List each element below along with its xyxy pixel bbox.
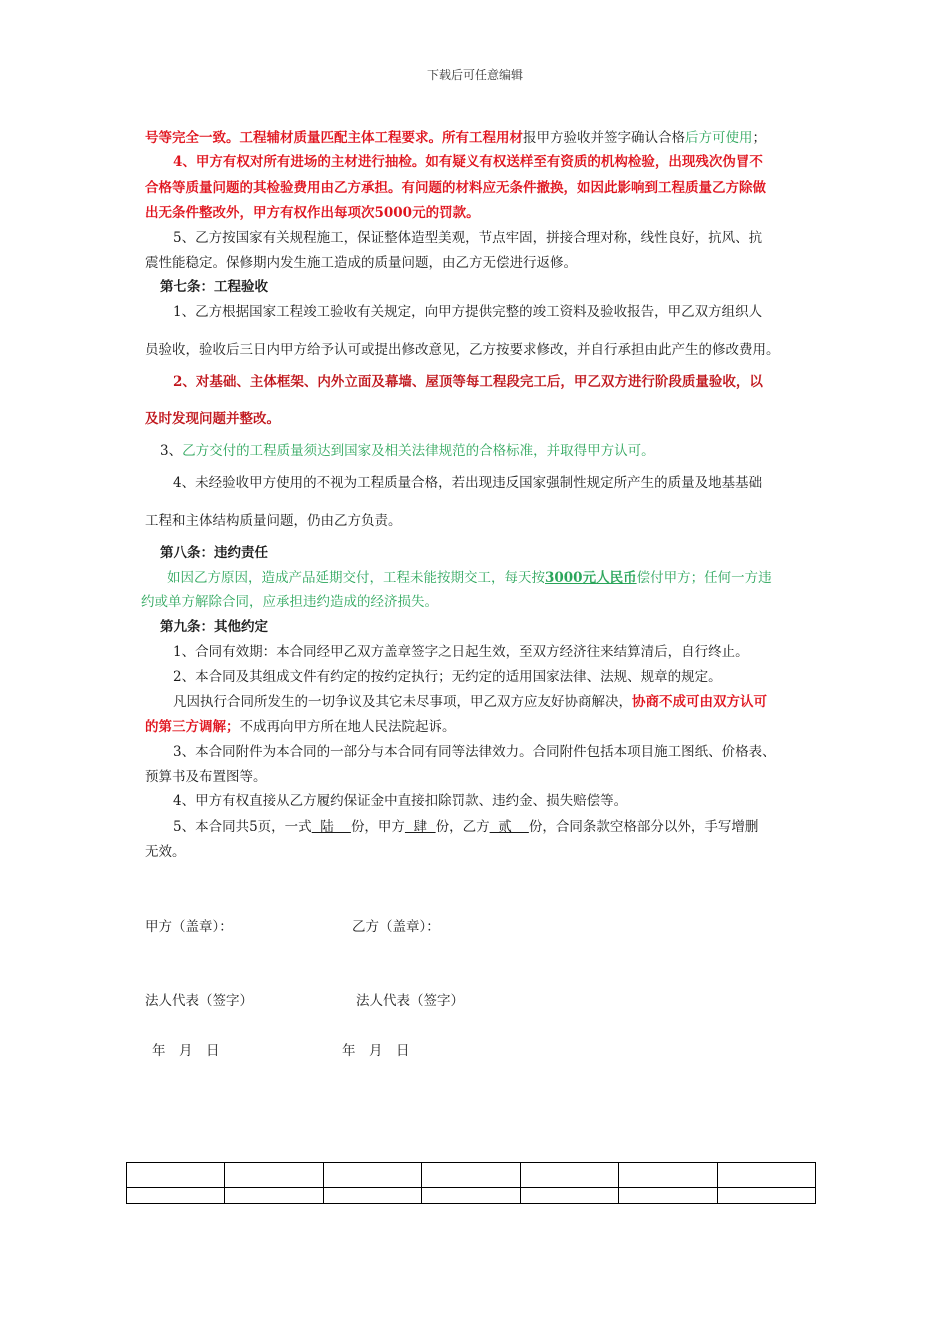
copies-party-b: 贰 bbox=[489, 819, 529, 835]
text-green: 后方可使用 bbox=[685, 130, 753, 146]
clause-line: 4、未经验收甲方使用的不视为工程质量合格，若出现违反国家强制性规定所产生的质量及地基基础 bbox=[173, 475, 763, 491]
text-red: 的第三方调解； bbox=[145, 719, 240, 735]
table-cell bbox=[323, 1163, 421, 1188]
party-b-seal-label: 乙方（盖章）： bbox=[352, 919, 440, 935]
party-a-date-label: 年 月 日 bbox=[152, 1043, 220, 1059]
text-red: 号等完全一致。工程辅材质量匹配主体工程要求。所有工程用材 bbox=[145, 130, 523, 146]
clause-line: 2、对基础、主体框架、内外立面及幕墙、屋顶等每工程段完工后，甲乙双方进行阶段质量验收，以 bbox=[173, 374, 763, 390]
clause-line: 无效。 bbox=[145, 844, 186, 860]
copies-party-a: 肆 bbox=[404, 819, 436, 835]
table-cell bbox=[323, 1188, 421, 1204]
table-cell bbox=[127, 1188, 225, 1204]
clause-line bbox=[160, 442, 655, 460]
text-normal: 凡因执行合同所发生的一切争议及其它未尽事项，甲乙双方应友好协商解决， bbox=[173, 694, 632, 710]
clause-line bbox=[173, 693, 767, 711]
table-cell bbox=[225, 1188, 323, 1204]
text-green: 偿付甲方；任何一方违 bbox=[636, 570, 772, 586]
text-normal: 份，乙方 bbox=[435, 819, 490, 835]
table-cell bbox=[520, 1163, 618, 1188]
clause-5-line: 震性能稳定。保修期内发生施工造成的质量问题，由乙方无偿进行返修。 bbox=[145, 255, 577, 271]
clause-line bbox=[145, 129, 766, 147]
clause-line: 4、甲方有权直接从乙方履约保证金中直接扣除罚款、违约金、损失赔偿等。 bbox=[173, 793, 628, 809]
copies-total: 陆 bbox=[311, 819, 351, 835]
clause-line: 2、本合同及其组成文件有约定的按约定执行；无约定的适用国家法律、法规、规章的规定。 bbox=[173, 669, 722, 685]
table-cell bbox=[225, 1163, 323, 1188]
text-green: 如因乙方原因，造成产品延期交付，工程未能按期交工，每天按 bbox=[167, 570, 545, 586]
text-green: 乙方交付的工程质量须达到国家及相关法律规范的合格标准，并取得甲方认可。 bbox=[182, 443, 655, 459]
text-normal: 报甲方验收并签字确认合格 bbox=[523, 130, 685, 146]
clause-line: 1、乙方根据国家工程竣工验收有关规定，向甲方提供完整的竣工资料及验收报告，甲乙双方组织人 bbox=[173, 304, 763, 320]
table-cell bbox=[619, 1188, 717, 1204]
penalty-amount: 3000元人民币 bbox=[545, 570, 637, 586]
table-cell bbox=[127, 1163, 225, 1188]
blank-table bbox=[126, 1162, 816, 1204]
text-normal: 份，甲方 bbox=[350, 819, 405, 835]
text-normal: ； bbox=[752, 130, 766, 146]
clause-line: 员验收，验收后三日内甲方给予认可或提出修改意见，乙方按要求修改，并自行承担由此产生的修改费用。 bbox=[145, 342, 780, 358]
clause-line: 及时发现问题并整改。 bbox=[145, 411, 280, 427]
party-a-seal-label: 甲方（盖章）： bbox=[145, 919, 233, 935]
clause-line: 1、合同有效期：本合同经甲乙双方盖章签字之日起生效，至双方经济往来结算清后，自行终止。 bbox=[173, 644, 749, 660]
table-cell bbox=[619, 1163, 717, 1188]
text-normal: 3、 bbox=[160, 443, 183, 459]
party-b-rep-label: 法人代表（签字） bbox=[356, 993, 464, 1009]
clause-line: 工程和主体结构质量问题，仍由乙方负责。 bbox=[145, 513, 402, 529]
clause-line bbox=[167, 569, 772, 587]
clause-line: 3、本合同附件为本合同的一部分与本合同有同等法律效力。合同附件包括本项目施工图纸、价格表、 bbox=[173, 744, 776, 760]
table-cell bbox=[422, 1188, 520, 1204]
text-normal: 份，合同条款空格部分以外，手写增删 bbox=[528, 819, 759, 835]
text-normal: 不成再向甲方所在地人民法院起诉。 bbox=[239, 719, 456, 735]
text-red: 协商不成可由双方认可 bbox=[632, 694, 767, 710]
table-cell bbox=[717, 1163, 815, 1188]
table-cell bbox=[422, 1163, 520, 1188]
clause-line bbox=[145, 718, 456, 736]
page-header: 下载后可任意编辑 bbox=[426, 68, 523, 82]
clause-line: 预算书及布置图等。 bbox=[145, 769, 267, 785]
party-b-date-label: 年 月 日 bbox=[342, 1043, 410, 1059]
clause-line: 约或单方解除合同，应承担违约造成的经济损失。 bbox=[141, 594, 438, 610]
table-cell bbox=[520, 1188, 618, 1204]
party-a-rep-label: 法人代表（签字） bbox=[145, 993, 253, 1009]
section-heading-9: 第九条：其他约定 bbox=[160, 619, 268, 635]
table-cell bbox=[717, 1188, 815, 1204]
section-heading-8: 第八条：违约责任 bbox=[160, 545, 268, 561]
clause-4-line: 合格等质量问题的其检验费用由乙方承担。有问题的材料应无条件撤换，如因此影响到工程质量乙方除做 bbox=[145, 180, 766, 196]
text-normal: 5、本合同共5页，一式 bbox=[173, 819, 312, 835]
clause-4-line: 4、甲方有权对所有进场的主材进行抽检。如有疑义有权送样至有资质的机构检验，出现残次伪冒不 bbox=[173, 154, 763, 170]
clause-5-line: 5、乙方按国家有关规程施工，保证整体造型美观，节点牢固，拼接合理对称，线性良好，抗风、抗 bbox=[173, 230, 763, 246]
section-heading-7: 第七条：工程验收 bbox=[160, 279, 268, 295]
clause-line bbox=[173, 818, 758, 836]
clause-4-line: 出无条件整改外，甲方有权作出每项次5000元的罚款。 bbox=[145, 205, 480, 221]
